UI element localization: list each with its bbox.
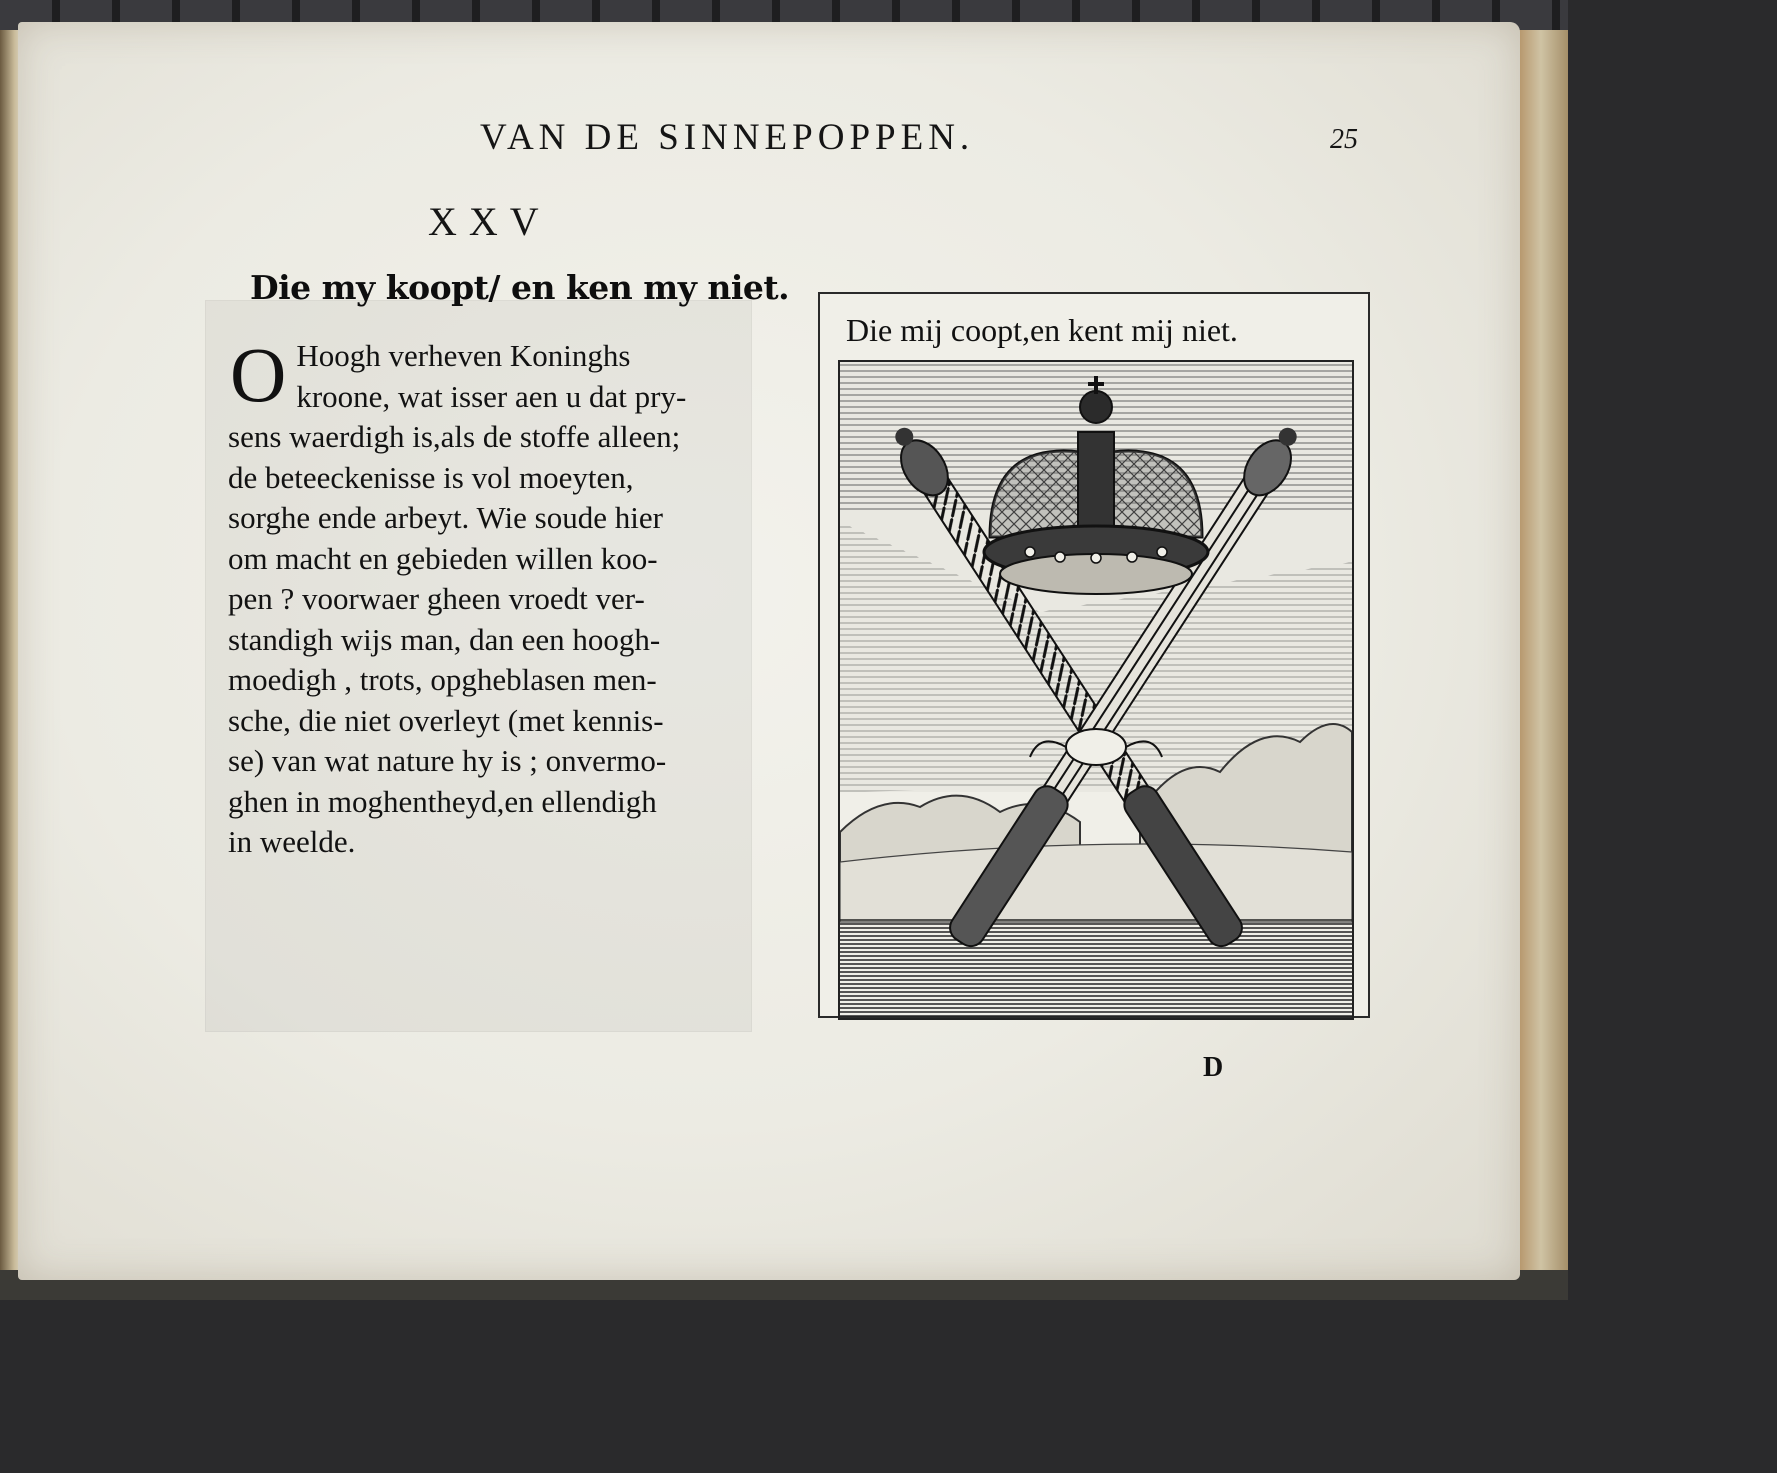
page-number: 25: [1330, 124, 1358, 155]
signature-mark: D: [1203, 1052, 1224, 1083]
emblem-engraving: [838, 360, 1354, 1020]
text-line: moedigh , trots, opgheblasen men-: [228, 662, 657, 697]
text-line: ghen in moghentheyd,en ellendigh: [228, 783, 657, 819]
engraving-svg: [840, 362, 1352, 1018]
text-line: de beteeckenisse is vol moeyten,: [228, 459, 634, 495]
text-line: kroone, wat isser aen u dat pry-: [296, 378, 687, 414]
emblem-number: XXV: [428, 199, 551, 244]
emblem-commentary: [228, 331, 753, 863]
text-line: sens waerdigh is,als de stoffe alleen;: [228, 419, 681, 454]
drop-cap: O: [230, 331, 287, 418]
text-line: standigh wijs man, dan een hoogh-: [228, 621, 661, 657]
text-line: sche, die niet overleyt (met kennis-: [228, 702, 664, 738]
text-line: Hoogh verheven Koninghs: [296, 338, 631, 373]
text-line: se) van wat nature hy is ; onvermo-: [228, 743, 667, 778]
text-line: in weelde.: [228, 824, 356, 859]
text-line: pen ? voorwaer gheen vroedt ver-: [228, 581, 645, 616]
emblem-motto: Die my koopt/ en ken my niet.: [250, 268, 790, 307]
running-head: VAN DE SINNEPOPPEN.: [480, 117, 975, 158]
emblem-caption: Die mij coopt,en kent mij niet.: [846, 312, 1238, 348]
text-line: om macht en gebieden willen koo-: [228, 540, 658, 576]
text-line: sorghe ende arbeyt. Wie soude hier: [228, 500, 663, 535]
